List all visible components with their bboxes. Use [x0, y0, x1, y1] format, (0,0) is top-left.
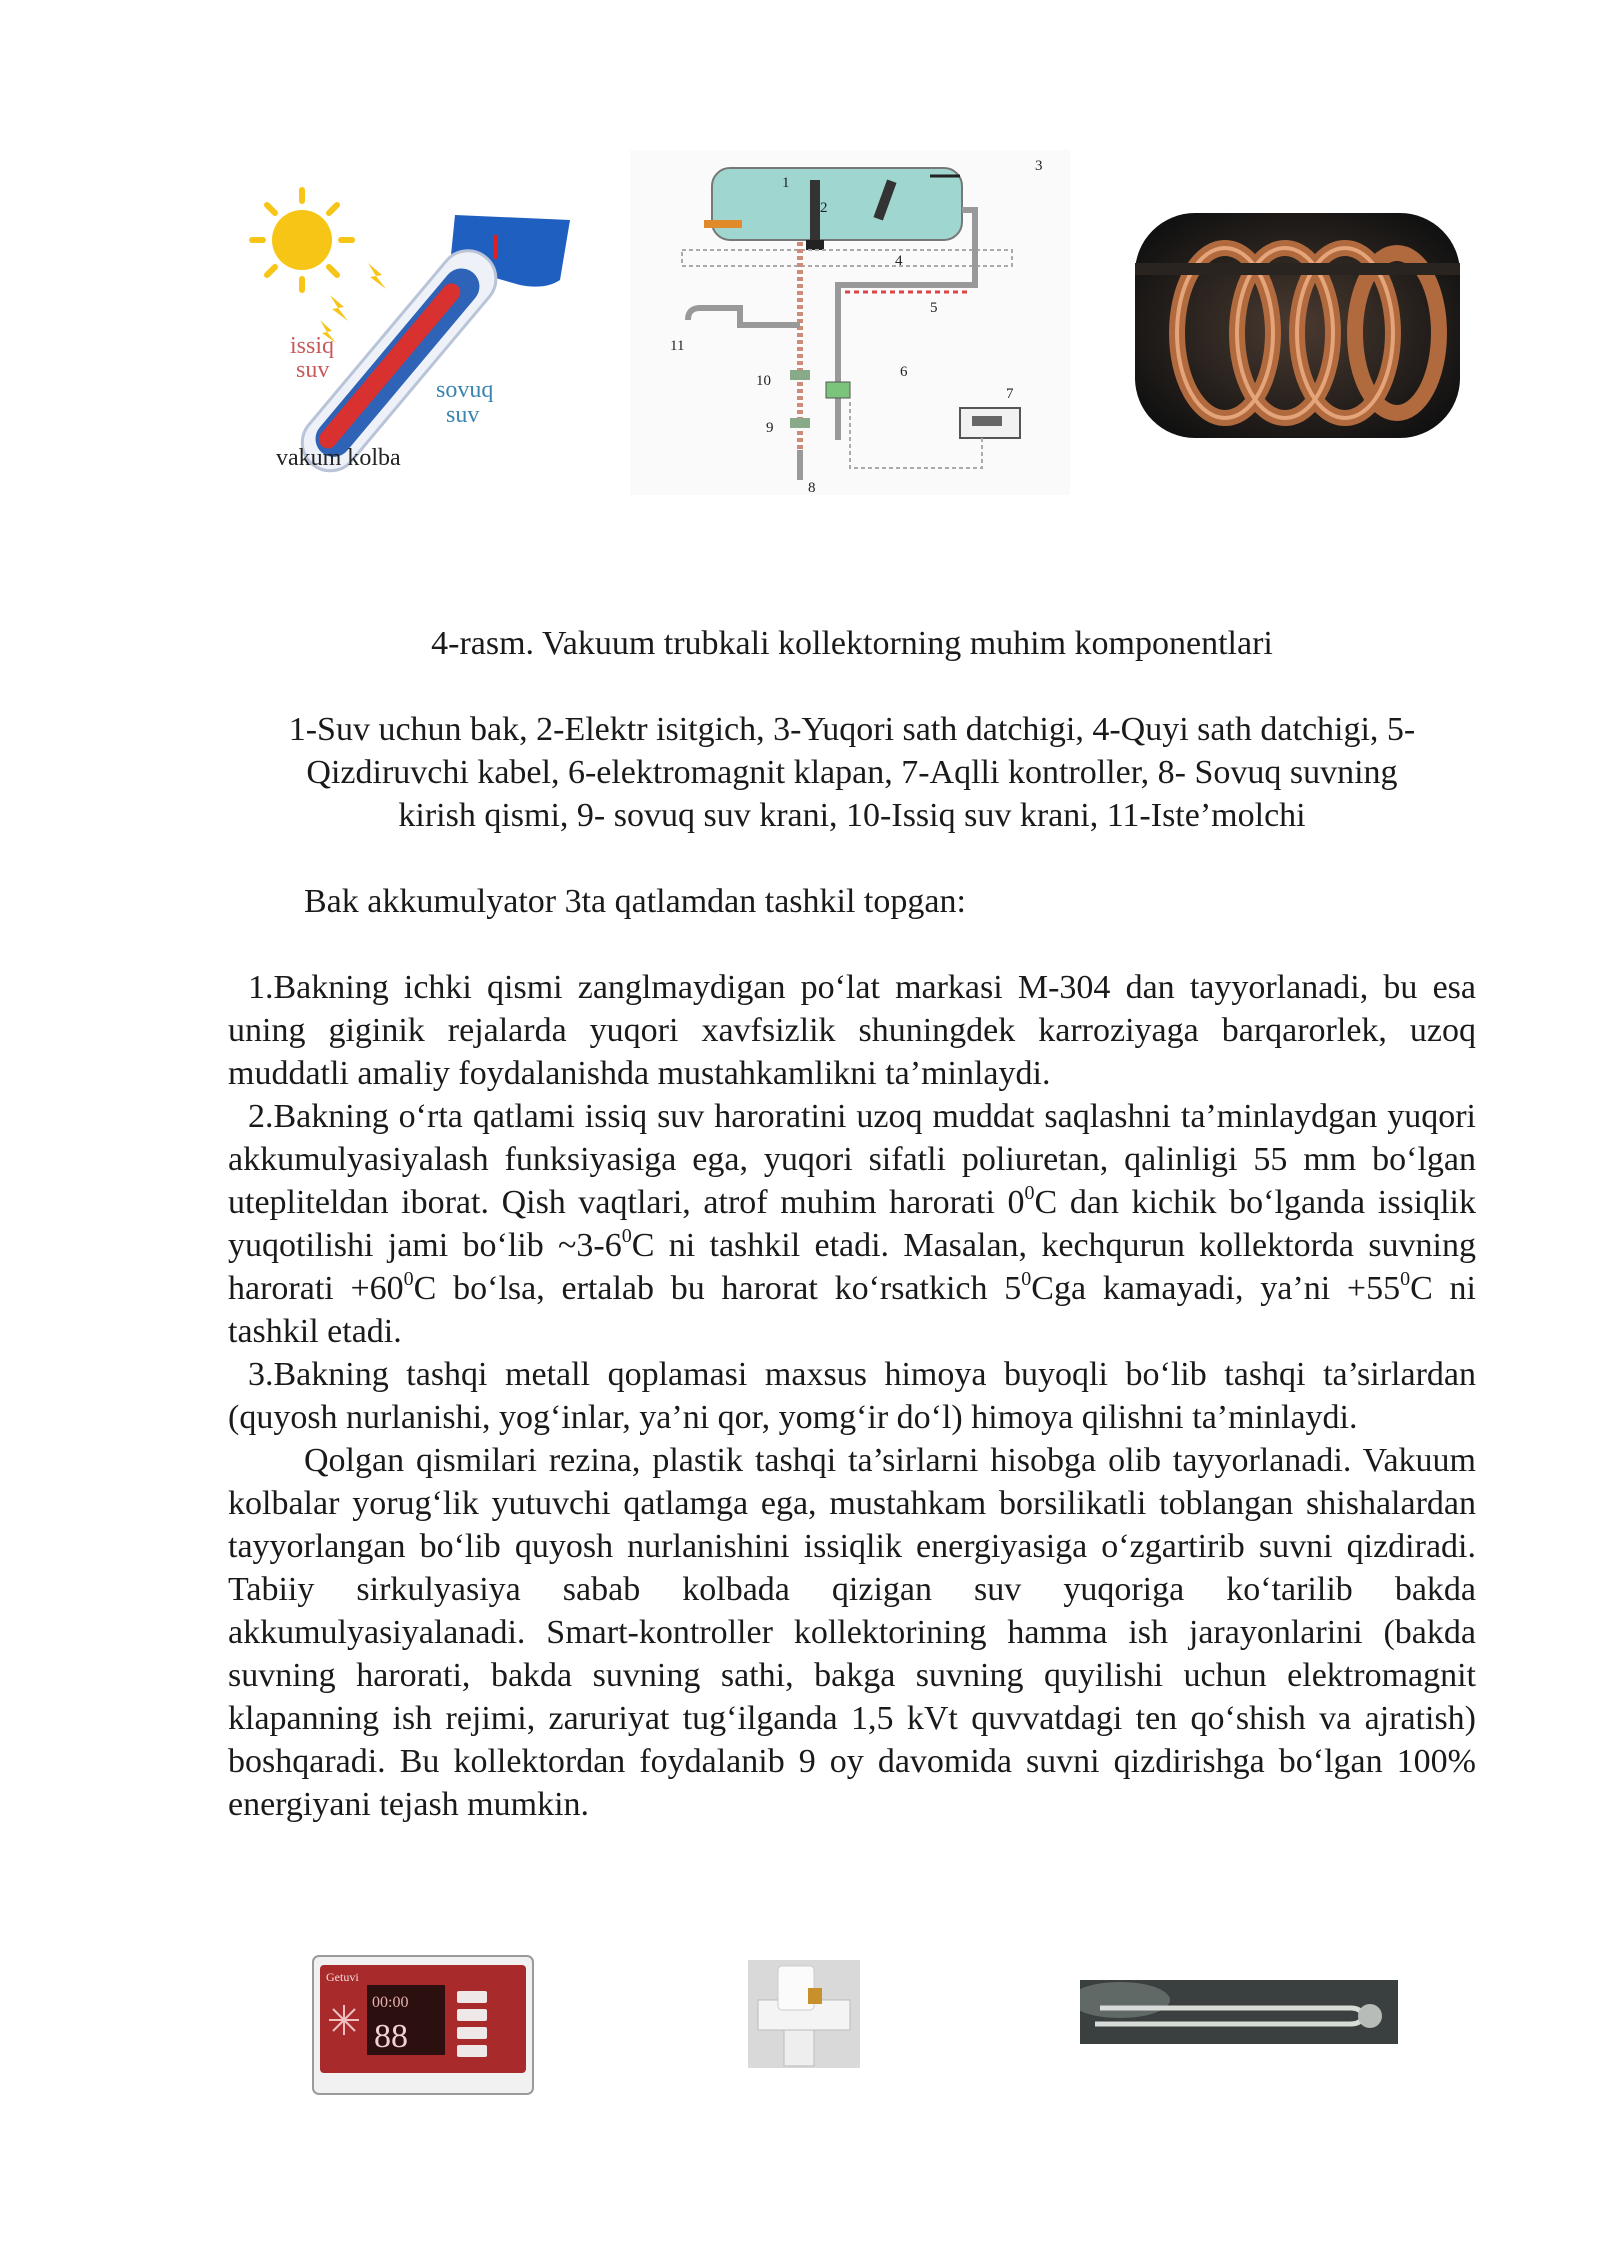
schematic-label-2: 2	[820, 200, 828, 216]
schematic-label-4: 4	[895, 253, 903, 269]
collector-schematic-diagram	[630, 150, 1070, 495]
solar-collector-illustration	[240, 185, 580, 485]
degree-superscript: 0	[1024, 1182, 1035, 1204]
item2-text-b: C dan kichik bo‘lganda issiqlik yuqotilishi jami bo‘lib ~3-6	[228, 1184, 1476, 1264]
intro-paragraph: Bak akkumulyator 3ta qatlamdan tashkil topgan:	[304, 883, 966, 920]
controller-main-readout: 88	[374, 2018, 408, 2055]
legend-line-2: Qizdiruvchi kabel, 6-elektromagnit klapan, 7-Aqlli kontroller, 8- Sovuq suvning	[306, 754, 1398, 791]
list-item-2	[228, 1095, 1476, 1353]
heating-element-photo	[1080, 1980, 1398, 2044]
schematic-label-9: 9	[766, 420, 774, 436]
hot-water-label-2: suv	[296, 357, 330, 383]
water-tank	[712, 168, 962, 240]
item2-text-e: Cga kamayadi, ya’ni +55	[1031, 1270, 1401, 1307]
item2-text-c: C ni tashkil etadi. Masalan, kechqurun kollektorda suvning harorati +60	[228, 1227, 1476, 1307]
item2-text-a: 2.Bakning o‘rta qatlami issiq suv haroratini uzoq muddat saqlashni ta’minlaydgan yuqori akkumulyasiyalash funksiyasiga ega, yuqori sifatli poliuretan, qalinligi 55 mm bo‘lgan utepliteldan iborat. Qish vaqtlari, atrof muhim harorati 0	[228, 1098, 1476, 1221]
schematic-label-8: 8	[808, 480, 816, 495]
closing-paragraph: Qolgan qismilari rezina, plastik tashqi ta’sirlarni hisobga olib tayyorlanadi. Vakuum kolbalar yorug‘lik yutuvchi qatlamga ega, mustahkam borsilikatli toblangan shishalardan tayyorlangan bo‘lib quyosh nurlanishini issiqlik energiyasiga o‘zgartirib suvni qizdiradi. Tabiiy sirkulyasiya sabab kolbada qizigan suv yuqoriga ko‘tarilib bakda akkumulyasiyalanadi. Smart-kontroller kollektorining hamma ish jarayonlarini (bakda suvning harorati, bakda suvning sathi, bakga suvning quyilishi uchun elektromagnit klapanning ish rejimi, zaruriyat tug‘ilganda 1,5 kVt quvvatdagi ten qo‘shish va ajratish) boshqaradi. Bu kollektordan foydalanib 9 oy davomida suvni qizdirishga bo‘lgan 100% energiyani tejash mumkin.	[228, 1442, 1476, 1823]
schematic-label-10: 10	[756, 373, 771, 389]
cold-water-label-2: suv	[446, 402, 480, 428]
schematic-label-6: 6	[900, 364, 908, 380]
list-item-1: 1.Bakning ichki qismi zanglmaydigan po‘lat markasi M-304 dan tayyorlanadi, bu esa uning giginik rejalarda yuqori xavfsizlik shuningdek karroziyaga barqarorlek, uzoq muddatli amaliy foydalanishda mustahkamlikni ta’minlaydi.	[228, 969, 1476, 1092]
degree-superscript: 0	[403, 1268, 414, 1290]
schematic-label-1: 1	[782, 175, 790, 191]
controller-key	[457, 1991, 487, 2003]
sun-ray-icon	[320, 263, 386, 343]
degree-superscript: 0	[621, 1225, 632, 1247]
smart-controller-photo	[312, 1955, 534, 2095]
layer-list	[228, 966, 1476, 1826]
schematic-label-5: 5	[930, 300, 938, 316]
controller-time-readout: 00:00	[372, 1994, 409, 2011]
cold-water-label-1: sovuq	[436, 377, 494, 403]
controller-key	[457, 2027, 487, 2039]
degree-superscript: 0	[1021, 1268, 1032, 1290]
legend-line-1: 1-Suv uchun bak, 2-Elektr isitgich, 3-Yuqori sath datchigi, 4-Quyi sath datchigi, 5-	[288, 711, 1416, 748]
figure-caption	[228, 622, 1476, 665]
legend-line-3: kirish qismi, 9- sovuq suv krani, 10-Issiq suv krani, 11-Iste’molchi	[398, 797, 1306, 834]
degree-superscript: 0	[1400, 1268, 1411, 1290]
controller-key	[457, 2045, 487, 2057]
item2-text-f: C ni tashkil etadi.	[228, 1270, 1476, 1350]
figure-title: 4-rasm. Vakuum trubkali kollektorning muhim komponentlari	[431, 625, 1273, 662]
schematic-label-7: 7	[1006, 386, 1014, 402]
controller-key	[457, 2009, 487, 2021]
list-item-3: 3.Bakning tashqi metall qoplamasi maxsus himoya buyoqli bo‘lib tashqi ta’sirlardan (quyosh nurlanishi, yog‘inlar, ya’ni qor, yomg‘ir do‘l) himoya qilishni ta’minlaydi.	[228, 1356, 1476, 1436]
hot-water-label-1: issiq	[290, 333, 335, 359]
copper-coil-heater-photo	[1135, 213, 1460, 438]
vacuum-tube-label: vakum kolba	[276, 445, 401, 471]
sun-icon	[252, 190, 352, 290]
item2-text-d: C bo‘lsa, ertalab bu harorat ko‘rsatkich 5	[413, 1270, 1022, 1307]
controller-brand-label: Getuvi	[326, 1970, 359, 1984]
red-arrow-shape	[493, 235, 498, 259]
body-text	[228, 880, 1476, 923]
figure-legend	[228, 708, 1476, 837]
schematic-label-3: 3	[1035, 158, 1043, 174]
schematic-label-11: 11	[670, 338, 685, 354]
solenoid-valve-photo	[748, 1960, 860, 2068]
